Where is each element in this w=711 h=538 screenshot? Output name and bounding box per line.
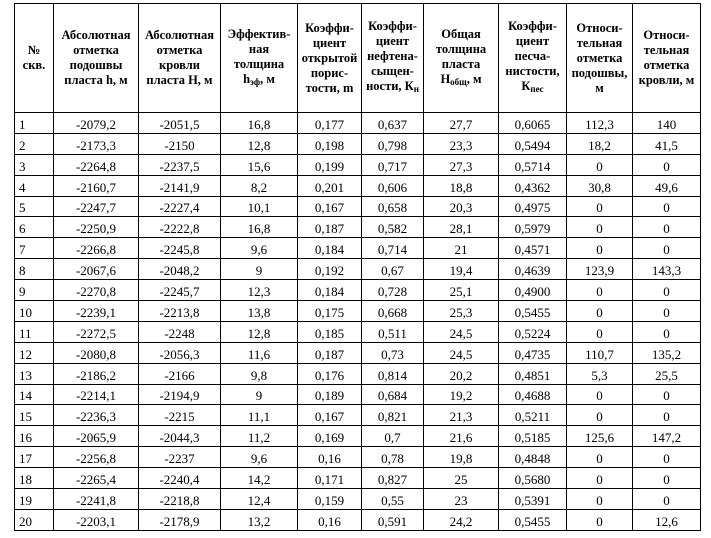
cell-relative-top: 0 bbox=[633, 405, 701, 426]
cell-top-elevation: -2245,7 bbox=[139, 280, 221, 301]
cell-top-elevation: -2194,9 bbox=[139, 384, 221, 405]
cell-effective-thickness: 11,2 bbox=[221, 426, 298, 447]
cell-sand-ratio: 0,5680 bbox=[499, 468, 567, 489]
cell-bottom-elevation: -2272,5 bbox=[54, 321, 139, 342]
cell-top-elevation: -2227,4 bbox=[139, 196, 221, 217]
cell-well-number: 3 bbox=[15, 154, 54, 175]
table-row bbox=[15, 363, 701, 384]
cell-sand-ratio: 0,5185 bbox=[499, 426, 567, 447]
cell-well-number: 6 bbox=[15, 217, 54, 238]
cell-total-thickness: 25 bbox=[424, 468, 499, 489]
cell-effective-thickness: 10,1 bbox=[221, 196, 298, 217]
cell-relative-top: 0 bbox=[633, 301, 701, 322]
cell-total-thickness: 21,6 bbox=[424, 426, 499, 447]
cell-bottom-elevation: -2214,1 bbox=[54, 384, 139, 405]
cell-relative-bottom: 110,7 bbox=[567, 342, 633, 363]
cell-relative-bottom: 0 bbox=[567, 405, 633, 426]
cell-total-thickness: 25,3 bbox=[424, 301, 499, 322]
cell-relative-bottom: 18,2 bbox=[567, 133, 633, 154]
cell-relative-top: 25,5 bbox=[633, 363, 701, 384]
cell-effective-thickness: 11,1 bbox=[221, 405, 298, 426]
table-row bbox=[15, 217, 701, 238]
cell-well-number: 17 bbox=[15, 447, 54, 468]
cell-total-thickness: 20,3 bbox=[424, 196, 499, 217]
cell-porosity: 0,189 bbox=[298, 384, 362, 405]
cell-relative-bottom: 0 bbox=[567, 196, 633, 217]
cell-relative-top: 0 bbox=[633, 489, 701, 510]
cell-relative-bottom: 0 bbox=[567, 154, 633, 175]
cell-oil-saturation: 0,511 bbox=[362, 321, 424, 342]
cell-oil-saturation: 0,684 bbox=[362, 384, 424, 405]
cell-effective-thickness: 12,3 bbox=[221, 280, 298, 301]
cell-top-elevation: -2141,9 bbox=[139, 175, 221, 196]
cell-relative-top: 147,2 bbox=[633, 426, 701, 447]
cell-oil-saturation: 0,55 bbox=[362, 489, 424, 510]
cell-relative-bottom: 0 bbox=[567, 280, 633, 301]
cell-relative-top: 49,6 bbox=[633, 175, 701, 196]
cell-well-number: 7 bbox=[15, 238, 54, 259]
cell-relative-bottom: 0 bbox=[567, 509, 633, 530]
cell-well-number: 18 bbox=[15, 468, 54, 489]
cell-well-number: 9 bbox=[15, 280, 54, 301]
cell-effective-thickness: 12,8 bbox=[221, 321, 298, 342]
cell-total-thickness: 19,4 bbox=[424, 259, 499, 280]
table-body bbox=[15, 113, 701, 531]
cell-oil-saturation: 0,714 bbox=[362, 238, 424, 259]
table-row bbox=[15, 196, 701, 217]
table-row bbox=[15, 259, 701, 280]
cell-total-thickness: 23 bbox=[424, 489, 499, 510]
cell-oil-saturation: 0,728 bbox=[362, 280, 424, 301]
cell-sand-ratio: 0,5455 bbox=[499, 509, 567, 530]
cell-oil-saturation: 0,658 bbox=[362, 196, 424, 217]
cell-porosity: 0,199 bbox=[298, 154, 362, 175]
cell-porosity: 0,159 bbox=[298, 489, 362, 510]
cell-porosity: 0,16 bbox=[298, 509, 362, 530]
cell-total-thickness: 19,8 bbox=[424, 447, 499, 468]
cell-porosity: 0,175 bbox=[298, 301, 362, 322]
table-row bbox=[15, 154, 701, 175]
cell-total-thickness: 27,3 bbox=[424, 154, 499, 175]
cell-top-elevation: -2237 bbox=[139, 447, 221, 468]
cell-well-number: 2 bbox=[15, 133, 54, 154]
cell-well-number: 8 bbox=[15, 259, 54, 280]
cell-total-thickness: 21 bbox=[424, 238, 499, 259]
header-sand-ratio: Коэффи-циент песча-нистости, $К_{пес}$ bbox=[499, 4, 567, 113]
cell-effective-thickness: 15,6 bbox=[221, 154, 298, 175]
cell-effective-thickness: 13,8 bbox=[221, 301, 298, 322]
header-relative-top: Относи-тельная отметка кровли, м bbox=[633, 4, 701, 113]
cell-relative-top: 0 bbox=[633, 154, 701, 175]
cell-relative-bottom: 0 bbox=[567, 217, 633, 238]
cell-porosity: 0,167 bbox=[298, 405, 362, 426]
table-row bbox=[15, 238, 701, 259]
cell-well-number: 13 bbox=[15, 363, 54, 384]
cell-porosity: 0,176 bbox=[298, 363, 362, 384]
header-porosity: Коэффи-циент открытой порис-тости, m bbox=[298, 4, 362, 113]
cell-relative-bottom: 0 bbox=[567, 321, 633, 342]
cell-relative-bottom: 0 bbox=[567, 468, 633, 489]
table-row bbox=[15, 342, 701, 363]
cell-top-elevation: -2245,8 bbox=[139, 238, 221, 259]
cell-well-number: 12 bbox=[15, 342, 54, 363]
table-row bbox=[15, 468, 701, 489]
cell-total-thickness: 25,1 bbox=[424, 280, 499, 301]
cell-relative-top: 135,2 bbox=[633, 342, 701, 363]
cell-bottom-elevation: -2241,8 bbox=[54, 489, 139, 510]
cell-top-elevation: -2215 bbox=[139, 405, 221, 426]
cell-top-elevation: -2051,5 bbox=[139, 113, 221, 134]
cell-porosity: 0,201 bbox=[298, 175, 362, 196]
cell-sand-ratio: 0,6065 bbox=[499, 113, 567, 134]
cell-top-elevation: -2240,4 bbox=[139, 468, 221, 489]
cell-bottom-elevation: -2186,2 bbox=[54, 363, 139, 384]
cell-effective-thickness: 9,6 bbox=[221, 238, 298, 259]
cell-oil-saturation: 0,668 bbox=[362, 301, 424, 322]
cell-bottom-elevation: -2266,8 bbox=[54, 238, 139, 259]
cell-porosity: 0,16 bbox=[298, 447, 362, 468]
cell-effective-thickness: 9 bbox=[221, 384, 298, 405]
cell-oil-saturation: 0,821 bbox=[362, 405, 424, 426]
cell-bottom-elevation: -2239,1 bbox=[54, 301, 139, 322]
cell-sand-ratio: 0,5224 bbox=[499, 321, 567, 342]
cell-effective-thickness: 8,2 bbox=[221, 175, 298, 196]
cell-well-number: 16 bbox=[15, 426, 54, 447]
cell-oil-saturation: 0,827 bbox=[362, 468, 424, 489]
cell-sand-ratio: 0,4735 bbox=[499, 342, 567, 363]
cell-sand-ratio: 0,4851 bbox=[499, 363, 567, 384]
cell-top-elevation: -2150 bbox=[139, 133, 221, 154]
cell-top-elevation: -2237,5 bbox=[139, 154, 221, 175]
cell-bottom-elevation: -2270,8 bbox=[54, 280, 139, 301]
cell-total-thickness: 24,5 bbox=[424, 321, 499, 342]
cell-relative-top: 0 bbox=[633, 238, 701, 259]
cell-porosity: 0,167 bbox=[298, 196, 362, 217]
cell-relative-top: 143,3 bbox=[633, 259, 701, 280]
cell-bottom-elevation: -2160,7 bbox=[54, 175, 139, 196]
well-data-table bbox=[14, 3, 701, 531]
cell-total-thickness: 24,5 bbox=[424, 342, 499, 363]
cell-well-number: 4 bbox=[15, 175, 54, 196]
cell-bottom-elevation: -2256,8 bbox=[54, 447, 139, 468]
cell-bottom-elevation: -2065,9 bbox=[54, 426, 139, 447]
cell-bottom-elevation: -2080,8 bbox=[54, 342, 139, 363]
cell-sand-ratio: 0,5211 bbox=[499, 405, 567, 426]
cell-bottom-elevation: -2203,1 bbox=[54, 509, 139, 530]
cell-total-thickness: 18,8 bbox=[424, 175, 499, 196]
cell-relative-top: 12,6 bbox=[633, 509, 701, 530]
cell-oil-saturation: 0,7 bbox=[362, 426, 424, 447]
cell-effective-thickness: 16,8 bbox=[221, 217, 298, 238]
header-oil-saturation: Коэффи-циент нефтена-сыщен-ности, $К_н$ bbox=[362, 4, 424, 113]
cell-porosity: 0,184 bbox=[298, 238, 362, 259]
header-bottom-elevation: Абсолютная отметка подошвы пласта h, м bbox=[54, 4, 139, 113]
cell-oil-saturation: 0,67 bbox=[362, 259, 424, 280]
cell-well-number: 1 bbox=[15, 113, 54, 134]
cell-porosity: 0,187 bbox=[298, 342, 362, 363]
header-effective-thickness: Эффектив-ная толщина $h_{эф}$, м bbox=[221, 4, 298, 113]
cell-top-elevation: -2178,9 bbox=[139, 509, 221, 530]
cell-total-thickness: 24,2 bbox=[424, 509, 499, 530]
cell-relative-top: 0 bbox=[633, 217, 701, 238]
cell-bottom-elevation: -2067,6 bbox=[54, 259, 139, 280]
header-top-elevation: Абсолютная отметка кровли пласта H, м bbox=[139, 4, 221, 113]
cell-bottom-elevation: -2250,9 bbox=[54, 217, 139, 238]
cell-well-number: 15 bbox=[15, 405, 54, 426]
cell-effective-thickness: 9 bbox=[221, 259, 298, 280]
cell-total-thickness: 21,3 bbox=[424, 405, 499, 426]
cell-oil-saturation: 0,637 bbox=[362, 113, 424, 134]
cell-sand-ratio: 0,5979 bbox=[499, 217, 567, 238]
cell-porosity: 0,187 bbox=[298, 217, 362, 238]
cell-total-thickness: 23,3 bbox=[424, 133, 499, 154]
cell-relative-bottom: 30,8 bbox=[567, 175, 633, 196]
cell-sand-ratio: 0,5455 bbox=[499, 301, 567, 322]
cell-effective-thickness: 9,8 bbox=[221, 363, 298, 384]
cell-oil-saturation: 0,582 bbox=[362, 217, 424, 238]
cell-oil-saturation: 0,717 bbox=[362, 154, 424, 175]
cell-top-elevation: -2044,3 bbox=[139, 426, 221, 447]
cell-total-thickness: 27,7 bbox=[424, 113, 499, 134]
table-row bbox=[15, 384, 701, 405]
cell-relative-bottom: 0 bbox=[567, 489, 633, 510]
cell-top-elevation: -2166 bbox=[139, 363, 221, 384]
cell-porosity: 0,198 bbox=[298, 133, 362, 154]
header-relative-bottom: Относи-тельная отметка подошвы, м bbox=[567, 4, 633, 113]
cell-bottom-elevation: -2265,4 bbox=[54, 468, 139, 489]
header-total-thickness: Общая толщина пласта $H_{общ}$, м bbox=[424, 4, 499, 113]
cell-relative-bottom: 0 bbox=[567, 238, 633, 259]
cell-bottom-elevation: -2236,3 bbox=[54, 405, 139, 426]
cell-porosity: 0,177 bbox=[298, 113, 362, 134]
cell-well-number: 10 bbox=[15, 301, 54, 322]
cell-sand-ratio: 0,5391 bbox=[499, 489, 567, 510]
cell-relative-bottom: 0 bbox=[567, 447, 633, 468]
cell-relative-top: 0 bbox=[633, 321, 701, 342]
cell-effective-thickness: 16,8 bbox=[221, 113, 298, 134]
header-well-number: № скв. bbox=[15, 4, 54, 113]
cell-top-elevation: -2213,8 bbox=[139, 301, 221, 322]
cell-sand-ratio: 0,4362 bbox=[499, 175, 567, 196]
cell-relative-top: 0 bbox=[633, 384, 701, 405]
cell-bottom-elevation: -2079,2 bbox=[54, 113, 139, 134]
cell-effective-thickness: 12,4 bbox=[221, 489, 298, 510]
cell-sand-ratio: 0,4848 bbox=[499, 447, 567, 468]
cell-well-number: 14 bbox=[15, 384, 54, 405]
cell-effective-thickness: 12,8 bbox=[221, 133, 298, 154]
cell-oil-saturation: 0,814 bbox=[362, 363, 424, 384]
cell-relative-top: 0 bbox=[633, 468, 701, 489]
cell-relative-top: 140 bbox=[633, 113, 701, 134]
cell-total-thickness: 28,1 bbox=[424, 217, 499, 238]
cell-sand-ratio: 0,4975 bbox=[499, 196, 567, 217]
cell-effective-thickness: 14,2 bbox=[221, 468, 298, 489]
cell-well-number: 5 bbox=[15, 196, 54, 217]
cell-porosity: 0,184 bbox=[298, 280, 362, 301]
cell-bottom-elevation: -2247,7 bbox=[54, 196, 139, 217]
cell-total-thickness: 20,2 bbox=[424, 363, 499, 384]
cell-porosity: 0,185 bbox=[298, 321, 362, 342]
cell-relative-bottom: 5,3 bbox=[567, 363, 633, 384]
cell-well-number: 11 bbox=[15, 321, 54, 342]
cell-relative-top: 0 bbox=[633, 196, 701, 217]
cell-oil-saturation: 0,798 bbox=[362, 133, 424, 154]
cell-relative-bottom: 123,9 bbox=[567, 259, 633, 280]
table-row bbox=[15, 113, 701, 134]
cell-porosity: 0,169 bbox=[298, 426, 362, 447]
table-row bbox=[15, 321, 701, 342]
table-row bbox=[15, 175, 701, 196]
table-row bbox=[15, 405, 701, 426]
cell-bottom-elevation: -2173,3 bbox=[54, 133, 139, 154]
table-row bbox=[15, 489, 701, 510]
cell-porosity: 0,171 bbox=[298, 468, 362, 489]
cell-top-elevation: -2248 bbox=[139, 321, 221, 342]
cell-relative-top: 0 bbox=[633, 280, 701, 301]
cell-well-number: 20 bbox=[15, 509, 54, 530]
header-row bbox=[15, 4, 701, 113]
cell-effective-thickness: 9,6 bbox=[221, 447, 298, 468]
cell-oil-saturation: 0,591 bbox=[362, 509, 424, 530]
table-row bbox=[15, 133, 701, 154]
cell-sand-ratio: 0,5714 bbox=[499, 154, 567, 175]
cell-effective-thickness: 13,2 bbox=[221, 509, 298, 530]
cell-relative-top: 0 bbox=[633, 447, 701, 468]
cell-relative-bottom: 0 bbox=[567, 301, 633, 322]
document-page bbox=[14, 3, 700, 529]
cell-sand-ratio: 0,4688 bbox=[499, 384, 567, 405]
cell-effective-thickness: 11,6 bbox=[221, 342, 298, 363]
cell-oil-saturation: 0,73 bbox=[362, 342, 424, 363]
cell-top-elevation: -2222,8 bbox=[139, 217, 221, 238]
cell-oil-saturation: 0,78 bbox=[362, 447, 424, 468]
table-row bbox=[15, 280, 701, 301]
cell-sand-ratio: 0,4900 bbox=[499, 280, 567, 301]
cell-oil-saturation: 0,606 bbox=[362, 175, 424, 196]
cell-total-thickness: 19,2 bbox=[424, 384, 499, 405]
cell-well-number: 19 bbox=[15, 489, 54, 510]
cell-bottom-elevation: -2264,8 bbox=[54, 154, 139, 175]
cell-relative-bottom: 112,3 bbox=[567, 113, 633, 134]
cell-top-elevation: -2048,2 bbox=[139, 259, 221, 280]
cell-relative-bottom: 0 bbox=[567, 384, 633, 405]
table-row bbox=[15, 509, 701, 530]
table-row bbox=[15, 301, 701, 322]
cell-relative-top: 41,5 bbox=[633, 133, 701, 154]
cell-relative-bottom: 125,6 bbox=[567, 426, 633, 447]
cell-sand-ratio: 0,5494 bbox=[499, 133, 567, 154]
cell-porosity: 0,192 bbox=[298, 259, 362, 280]
cell-top-elevation: -2056,3 bbox=[139, 342, 221, 363]
table-row bbox=[15, 447, 701, 468]
cell-sand-ratio: 0,4571 bbox=[499, 238, 567, 259]
cell-sand-ratio: 0,4639 bbox=[499, 259, 567, 280]
cell-top-elevation: -2218,8 bbox=[139, 489, 221, 510]
table-row bbox=[15, 426, 701, 447]
